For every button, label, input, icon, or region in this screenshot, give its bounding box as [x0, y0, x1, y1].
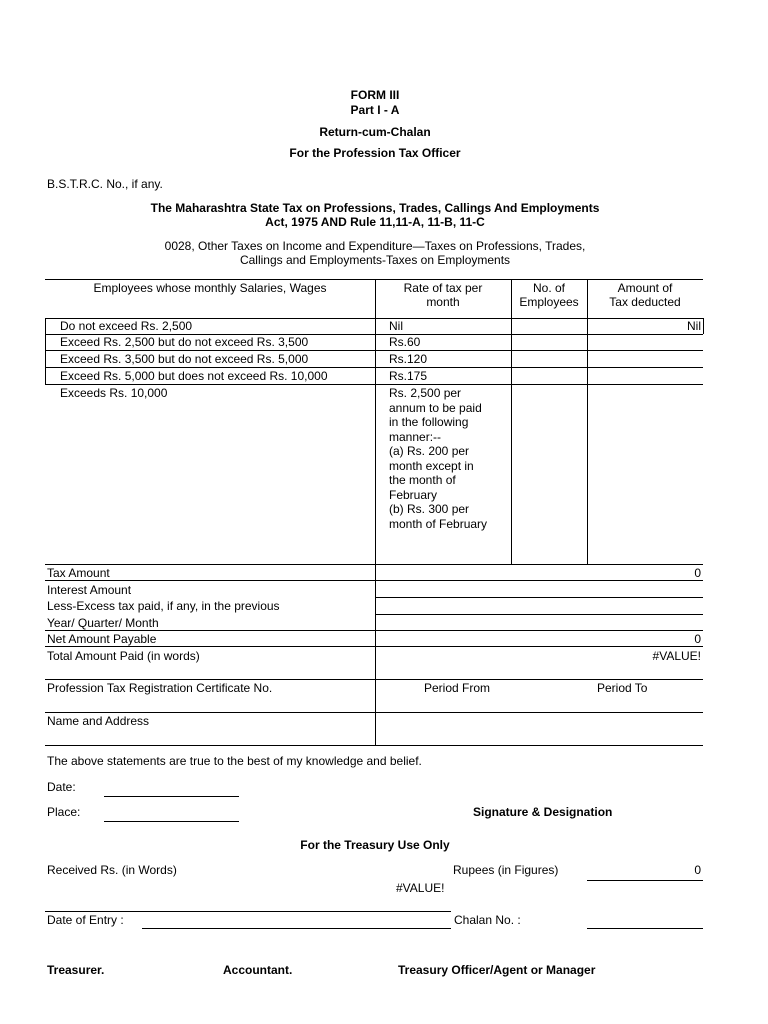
date-label: Date:: [47, 780, 76, 794]
rate-detail-line: the month of: [389, 473, 456, 487]
ptrc-label: Profession Tax Registration Certificate No.: [47, 681, 273, 695]
summary-rule: [45, 580, 703, 581]
declaration-statement: The above statements are true to the best of my knowledge and belief.: [47, 754, 422, 768]
rupees-figures-value: 0: [694, 863, 701, 877]
account-head-line1: 0028, Other Taxes on Income and Expenditure—Taxes on Professions, Trades,: [164, 239, 586, 253]
rate-value: Rs.60: [389, 335, 421, 349]
amount-value: Nil: [687, 319, 701, 333]
net-payable-value: 0: [694, 632, 701, 646]
date-of-entry-field[interactable]: [142, 928, 451, 929]
rate-detail-line: month except in: [389, 458, 474, 473]
summary-rule: [45, 646, 703, 647]
treasury-officer-label: Treasury Officer/Agent or Manager: [398, 963, 596, 977]
rate-detail-line: (b) Rs. 300 per: [389, 502, 470, 516]
slab-label: Do not exceed Rs. 2,500: [60, 319, 193, 333]
row-rule: [45, 350, 703, 351]
slab-label: Exceed Rs. 2,500 but do not exceed Rs. 3,500: [60, 335, 309, 349]
header-rate-line1: Rate of tax per: [403, 281, 483, 295]
bstrc-label: B.S.T.R.C. No., if any.: [47, 177, 163, 191]
total-paid-label: Total Amount Paid (in words): [47, 649, 200, 663]
treasurer-label: Treasurer.: [47, 963, 105, 977]
col-divider-amount: [587, 279, 588, 565]
name-address-label: Name and Address: [47, 714, 150, 728]
header-amount-line1: Amount of: [617, 281, 673, 295]
col-divider-right: [703, 318, 704, 334]
act-title-line2: Act, 1975 AND Rule 11,11-A, 11-B, 11-C: [265, 215, 485, 229]
header-count-line1: No. of: [532, 281, 565, 295]
received-words-value: #VALUE!: [396, 881, 445, 895]
slab-rate-detail: [389, 386, 509, 531]
treasury-heading: For the Treasury Use Only: [300, 838, 450, 852]
header-amount-line2: Tax deducted: [609, 295, 681, 309]
slab-label: Exceed Rs. 3,500 but do not exceed Rs. 5,000: [60, 352, 309, 366]
net-payable-label: Net Amount Payable: [47, 632, 157, 646]
rate-detail-line: in the following: [389, 415, 469, 429]
header-count-line2: Employees: [519, 295, 579, 309]
header-employees: Employees whose monthly Salaries, Wages: [93, 281, 327, 295]
received-words-label: Received Rs. (in Words): [47, 863, 177, 877]
officer-title: For the Profession Tax Officer: [289, 146, 461, 160]
rate-value: Nil: [389, 319, 403, 333]
place-label: Place:: [47, 805, 81, 819]
chalan-no-field[interactable]: [587, 928, 703, 929]
form-title: FORM III: [350, 88, 400, 102]
tax-amount-label: Tax Amount: [47, 566, 110, 580]
rupees-figures-label: Rupees (in Figures): [453, 863, 559, 877]
summary-rule: [375, 597, 703, 598]
period-to-label: Period To: [597, 681, 648, 695]
summary-rule: [45, 630, 703, 631]
slab-label: Exceeds Rs. 10,000: [60, 386, 168, 400]
table-top-rule: [45, 279, 703, 280]
entry-rule: [45, 911, 451, 912]
account-head-line2: Callings and Employments-Taxes on Employments: [239, 253, 511, 267]
summary-rule: [45, 679, 703, 680]
col-divider-count: [511, 279, 512, 565]
rupees-figures-field[interactable]: [587, 880, 703, 881]
place-field[interactable]: [104, 821, 239, 822]
col-divider-left: [45, 318, 46, 384]
summary-rule: [45, 712, 703, 713]
tax-amount-value: 0: [694, 566, 701, 580]
interest-amount-label: Interest Amount: [47, 583, 132, 597]
date-of-entry-label: Date of Entry :: [47, 913, 124, 927]
rate-detail-line: month of February: [389, 516, 488, 531]
rate-detail-line: February: [389, 487, 438, 502]
row-rule: [45, 367, 703, 368]
summary-divider: [375, 564, 376, 745]
less-excess-label: Less-Excess tax paid, if any, in the previous: [47, 599, 280, 613]
rate-detail-line: Rs. 2,500 per: [389, 386, 462, 400]
summary-rule: [375, 614, 703, 615]
signature-label: Signature & Designation: [473, 805, 613, 819]
summary-top-rule: [45, 564, 703, 565]
date-field[interactable]: [104, 796, 239, 797]
chalan-no-label: Chalan No. :: [454, 913, 521, 927]
act-title-line1: The Maharashtra State Tax on Professions, Trades, Callings And Employments: [150, 201, 600, 215]
row-rule: [45, 384, 703, 385]
period-from-label: Period From: [424, 681, 491, 695]
accountant-label: Accountant.: [223, 963, 293, 977]
rate-detail-line: (a) Rs. 200 per: [389, 444, 470, 458]
rate-detail-line: annum to be paid: [389, 400, 482, 415]
return-title: Return-cum-Chalan: [319, 125, 431, 139]
rate-value: Rs.120: [389, 352, 428, 366]
col-divider-rate: [375, 279, 376, 565]
period-label: Year/ Quarter/ Month: [47, 616, 159, 630]
total-paid-value: #VALUE!: [652, 649, 701, 663]
summary-bottom-rule: [45, 745, 703, 746]
rate-value: Rs.175: [389, 369, 428, 383]
form-part: Part I - A: [350, 103, 400, 117]
slab-label: Exceed Rs. 5,000 but does not exceed Rs. 10,000: [60, 369, 328, 383]
rate-detail-line: manner:--: [389, 429, 442, 444]
header-rate-line2: month: [426, 295, 460, 309]
